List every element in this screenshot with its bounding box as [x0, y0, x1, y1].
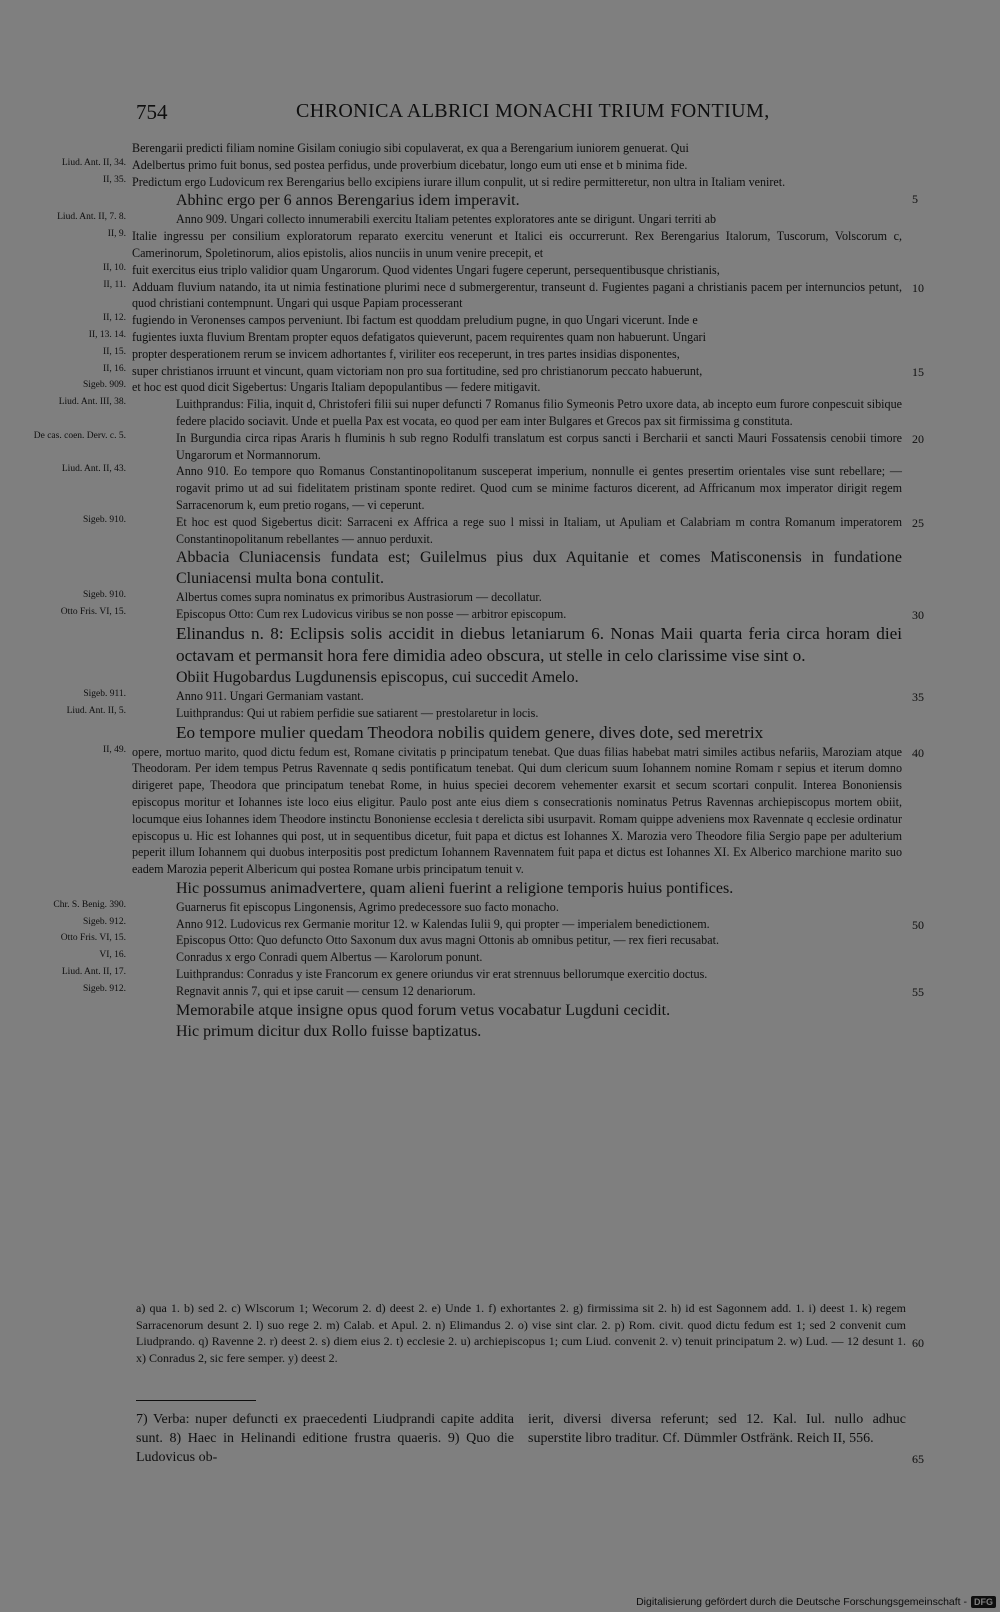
text-row [0, 430, 1000, 464]
paragraph-text: Episcopus Otto: Cum rex Ludovicus viribus se non posse — arbitror episcopum. [176, 607, 567, 622]
text-row [0, 589, 1000, 606]
paragraph-text: Elinandus n. 8: Eclipsis solis accidit in diebus letaniarum 6. Nonas Maii quarta feria circa horam diei octavam et permansit hora fere dimidia adeo obscura, ut stelle in celo clarissime vise sint o. [176, 623, 902, 665]
marginal-reference: Liud. Ant. III, 38. [58, 397, 126, 408]
paragraph-text: Memorabile atque insigne opus quod forum vetus vocabatur Lugduni cecidit. [176, 1001, 671, 1019]
paragraph-text: In Burgundia circa ripas Araris h fluminis h sub regno Rodulfi translatum est corpus sancti i Bercharii et sancti Mauri Fossatensis cenobii timore Ungarorum et Normannorum. [176, 430, 902, 462]
text-row [0, 379, 1000, 396]
marginal-reference: II, 49. [103, 744, 126, 755]
paragraph-text: Eo tempore mulier quedam Theodora nobilis quidem genere, dives dote, sed meretrix [176, 722, 764, 742]
marginal-reference: Liud. Ant. II, 34. [61, 157, 126, 168]
text-row [0, 949, 1000, 966]
marginal-reference: Sigeb. 911. [83, 688, 126, 699]
marginal-reference [0, 722, 132, 724]
text-row [0, 312, 1000, 329]
paragraph-text: Anno 912. Ludovicus rex Germanie moritur 12. w Kalendas Iulii 9, qui propter — imperialem benedictionem. [176, 916, 710, 931]
line-number: 15 [912, 364, 924, 379]
paragraph-text: fugiendo in Veronenses campos perveniunt. Ibi factum est quoddam preludium pugne, in quo Ungari vicerunt. Inde e [132, 313, 698, 328]
credit-text: Digitalisierung gefördert durch die Deutsche Forschungsgemeinschaft - [636, 1596, 967, 1608]
footnote-line-number: 60 [912, 1336, 924, 1350]
paragraph-text: Abhinc ergo per 6 annos Berengarius idem imperavit. [176, 192, 520, 210]
page-number: 754 [136, 100, 168, 124]
text-row [0, 899, 1000, 916]
text-row [0, 1000, 1000, 1021]
line-number: 25 [912, 515, 924, 530]
main-text [0, 140, 1000, 1042]
text-row [0, 744, 1000, 878]
footnotes [136, 1300, 906, 1366]
marginal-reference [0, 140, 132, 142]
text-row [0, 190, 1000, 211]
paragraph-text: Berengarii predicti filiam nomine Gisilam coniugio sibi copulaverat, ex qua a Berengarium iuniorem genuerat. Qui [132, 141, 689, 155]
paragraph-text: Hic primum dicitur dux Rollo fuisse baptizatus. [176, 1022, 482, 1040]
footnote-text: a) qua 1. b) sed 2. c) Wlscorum 1; Wecorum 2. d) deest 2. e) Unde 1. f) exhortantes 2. g) firmissima sit 2. h) id est Sagonnem add. 1. i) deest 1. k) regem Sarracenorum desunt 2. l) suo rege 2. m) Calab. et Apul. 2. n) Elimandus 2. o) vise sint clar. 2. p) Rom. civit. quod dictu fedum est 1; sed 2 convenit cum Liudprando. q) Ravenne 2. r) deest 2. s) diem eius 2. t) ecclesie 2. u) archiepiscopus 1; cum Liud. convenit 2. v) tenuit principatum 2. w) Lud. — 12 desunt 1. x) Conradus 2, sic fere semper. y) deest 2. [136, 1301, 906, 1365]
text-row [0, 606, 1000, 623]
line-number: 55 [912, 984, 924, 999]
line-number: 20 [912, 431, 924, 446]
text-row [0, 363, 1000, 380]
paragraph-text: Adelbertus primo fuit bonus, sed postea perfidus, unde proverbium dicebatur, longo eum uti ense et b minima fide. [132, 157, 688, 172]
running-title: CHRONICA ALBRICI MONACHI TRIUM FONTIUM, [296, 100, 770, 122]
page-header [136, 100, 916, 126]
text-row [0, 329, 1000, 346]
paragraph-text: Luithprandus: Qui ut rabiem perfidie sue satiarent — prestolaretur in locis. [176, 705, 539, 720]
marginal-reference [0, 878, 132, 880]
paragraph-text: Luithprandus: Filia, inquit d, Christoferi filii sui nuper defuncti 7 Romanus filio Symeonis Petro uxore data, ab incepto eum furore conpescuit sibique federe placido sociavit. Unde et puella Pax est vocata, eo quod per eam inter Bulgares et Grecos pax sit firmissima g constituta. [176, 397, 902, 428]
text-row [0, 688, 1000, 705]
text-row [0, 547, 1000, 589]
paragraph-text: propter desperationem rerum se invicem adhortantes f, viriliter eos receperunt, in tres partes insidias disponentes, [132, 346, 680, 361]
marginal-reference [0, 547, 132, 549]
paragraph-text: Adduam fluvium natando, ita ut nimia festinatione plurimi nece d submergerentur, transeunt d. Fugientes pagani a christianis pacem per internuncios petunt, quod christiani contempnunt. Ungari qui usque Papiam processerant [132, 279, 902, 311]
paragraph-text: Anno 911. Ungari Germaniam vastant. [176, 688, 364, 703]
marginal-reference: Otto Fris. VI, 15. [60, 933, 126, 944]
commentary-left: 7) Verba: nuper defuncti ex praecedenti Liudprandi capite addita sunt. 8) Haec in Helinandi editione frustra quaeris. 9) Quo die Ludovicus ob- [136, 1412, 514, 1466]
commentary [136, 1410, 906, 1468]
text-row [0, 262, 1000, 279]
text-row [0, 174, 1000, 191]
text-row [0, 514, 1000, 548]
marginal-reference: II, 13. 14. [88, 329, 126, 340]
marginal-reference: VI, 16. [99, 950, 126, 961]
text-row [0, 346, 1000, 363]
text-row [0, 279, 1000, 313]
text-row [0, 966, 1000, 983]
marginal-reference [0, 190, 132, 192]
text-row [0, 228, 1000, 262]
paragraph-text: Luithprandus: Conradus y iste Francorum ex genere oriundus vir erat strennuus bellorumque exercitio doctus. [176, 967, 708, 982]
marginal-reference: Otto Fris. VI, 15. [60, 607, 126, 618]
text-row [0, 157, 1000, 174]
commentary-right: ierit, diversi diversa referunt; sed 12. Kal. Iul. nullo adhuc superstite libro traditur. Cf. Dümmler Ostfränk. Reich II, 556. [528, 1412, 906, 1447]
marginal-reference: Sigeb. 909. [82, 380, 126, 391]
line-number: 10 [912, 280, 924, 295]
text-row [0, 396, 1000, 430]
text-row [0, 623, 1000, 667]
line-number: 5 [912, 192, 918, 207]
paragraph-text: Albertus comes supra nominatus ex primoribus Austrasiorum — decollatur. [176, 590, 542, 605]
marginal-reference [0, 667, 132, 669]
paragraph-text: opere, mortuo marito, quod dictu fedum est, Romane civitatis p principatum tenebat. Que duas filias habebat matri similes actibus nefariis, Maroziam atque Theodoram. Per idem tempus Petrus Ravennate q sedis pontificatum tenebat. Qui dum clericum suum Iohannem nomine Romam r sepius et iterum domno dirigeret pape, Theodora que principatum tenebat Rome, in huius speciei decorem vehementer exarsit et secum scortari conpulit. Interea Bononiensis episcopus moritur et Iohannes iste loco eius eligitur. Paulo post ante eius diem s consecrationis nominatus Petrus Ravennas archiepiscopus mortem obiit, locumque eius Iohannes idem Theodore instinctu Bononiense ecclesia t derelicta sibi usurpavit. Romam quippe adveniens mox Ravennate q ecclesie ordinatur episcopus u. Hic est Iohannes qui post, ut in sequentibus dicetur, fuit papa et dictus est Iohannes X. Marozia vero Theodore filia Sergio pape per adulterium peperit illum Iohannem qui duobus interpositis post predictum Iohannem Ravennatem fuit papa et dictus est Iohannes XI. Ex Alberico marchione marito suo eadem Marozia peperit Albericum qui postea Romane urbis principatum tenuit v. [132, 744, 902, 877]
digitization-credit [636, 1596, 996, 1608]
marginal-reference: II, 11. [103, 279, 126, 290]
paragraph-text: Italie ingressu per consilium exploratorum reparato exercitu venerunt et Italici eis occurrerunt. Rex Berengarius Italorum, Tuscorum, Volscorum c, Camerinorum, Spoletinorum, alios epistolis, alios nunciis in unum venire precepit, et [132, 229, 902, 260]
marginal-reference: Liud. Ant. II, 43. [61, 464, 126, 475]
marginal-reference: II, 10. [103, 262, 126, 273]
marginal-reference [0, 1021, 132, 1023]
text-row [0, 916, 1000, 933]
marginal-reference: Sigeb. 910. [82, 514, 126, 525]
marginal-reference: Sigeb. 912. [82, 916, 126, 927]
text-row [0, 983, 1000, 1000]
text-row [0, 722, 1000, 744]
paragraph-text: et hoc est quod dicit Sigebertus: Ungaris Italiam depopulantibus — federe mitigavit. [132, 380, 541, 395]
marginal-reference: Liud. Ant. II, 5. [66, 705, 126, 716]
paragraph-text: Obiit Hugobardus Lugdunensis episcopus, cui succedit Amelo. [176, 668, 579, 686]
marginal-reference: II, 35. [103, 174, 126, 185]
line-number: 50 [912, 917, 924, 932]
paragraph-text: fuit exercitus eius triplo validior quam Ungarorum. Quod videntes Ungari fugere ceperunt, persequentibusque christianis, [132, 262, 720, 277]
marginal-reference [0, 623, 132, 625]
marginal-reference: II, 9. [107, 229, 126, 240]
text-row [0, 211, 1000, 228]
marginal-reference: De cas. coen. Derv. c. 5. [33, 430, 126, 441]
marginal-reference: Chr. S. Benig. 390. [53, 899, 126, 910]
marginal-reference: Liud. Ant. II, 7. 8. [57, 212, 126, 223]
text-row [0, 463, 1000, 513]
commentary-line-number: 65 [912, 1452, 924, 1466]
paragraph-text: Hic possumus animadvertere, quam alieni fuerint a religione temporis huius pontifices. [176, 879, 734, 897]
paragraph-text: Regnavit annis 7, qui et ipse caruit — censum 12 denariorum. [176, 983, 476, 998]
paragraph-text: Abbacia Cluniacensis fundata est; Guilelmus pius dux Aquitanie et comes Matisconensis in fundatione Cluniacensi multa bona contulit. [176, 549, 902, 588]
paragraph-text: fugientes iuxta fluvium Brentam propter equos defatigatos quieverunt, pacem requirentes quam non habuerunt. Ungari [132, 329, 706, 344]
marginal-reference: II, 16. [103, 363, 126, 374]
text-row [0, 878, 1000, 899]
line-number: 30 [912, 608, 924, 623]
text-row [0, 705, 1000, 722]
marginal-reference: Sigeb. 912. [82, 983, 126, 994]
paragraph-text: Anno 910. Eo tempore quo Romanus Constantinopolitanum susceperat imperium, nonnulle ei gentes presertim orientales vise sunt rebellare; — rogavit primo ut ad sui fidelitatem pristinam sponte rediret. Quod cum se minime facturos dicerent, ad Affricanum mox imperator dirigit regem Sarracenorum k, eum pretio rogans, — vi ceperunt. [176, 464, 902, 512]
marginal-reference: II, 15. [103, 346, 126, 357]
paragraph-text: Episcopus Otto: Quo defuncto Otto Saxonum dux avus magni Ottonis ab omnibus petitur, — rex fieri recusabat. [176, 933, 719, 948]
text-row [0, 932, 1000, 949]
text-row [0, 667, 1000, 688]
paragraph-text: Et hoc est quod Sigebertus dicit: Sarraceni ex Affrica a rege suo l missi in Italiam, ut Apuliam et Calabriam m contra Romanum imperatorem Constantinopolitanum rebellantes — annuo perduxit. [176, 514, 902, 546]
footnote-rule [136, 1400, 256, 1401]
text-row [0, 1021, 1000, 1042]
line-number: 40 [912, 745, 924, 760]
dfg-logo: DFG [971, 1596, 996, 1608]
line-number: 35 [912, 689, 924, 704]
paragraph-text: Predictum ergo Ludovicum rex Berengarius bello excipiens iurare illum conpulit, ut si redire permitteretur, non ultra in Italiam veniret. [132, 174, 786, 189]
text-row [0, 140, 1000, 157]
marginal-reference: II, 12. [103, 313, 126, 324]
marginal-reference: Sigeb. 910. [82, 590, 126, 601]
paragraph-text: Conradus x ergo Conradi quem Albertus — Karolorum ponunt. [176, 950, 483, 965]
marginal-reference: Liud. Ant. II, 17. [61, 967, 126, 978]
paragraph-text: Guarnerus fit episcopus Lingonensis, Agrimo predecessore suo facto monacho. [176, 899, 559, 914]
paragraph-text: super christianos irruunt et vincunt, quam victoriam non pro sua fortitudine, sed pro christianorum peccato habuerunt, [132, 363, 703, 378]
paragraph-text: Anno 909. Ungari collecto innumerabili exercitu Italiam petentes exploratores ante se dirigunt. Ungari territi ab [176, 212, 717, 227]
marginal-reference [0, 1000, 132, 1002]
